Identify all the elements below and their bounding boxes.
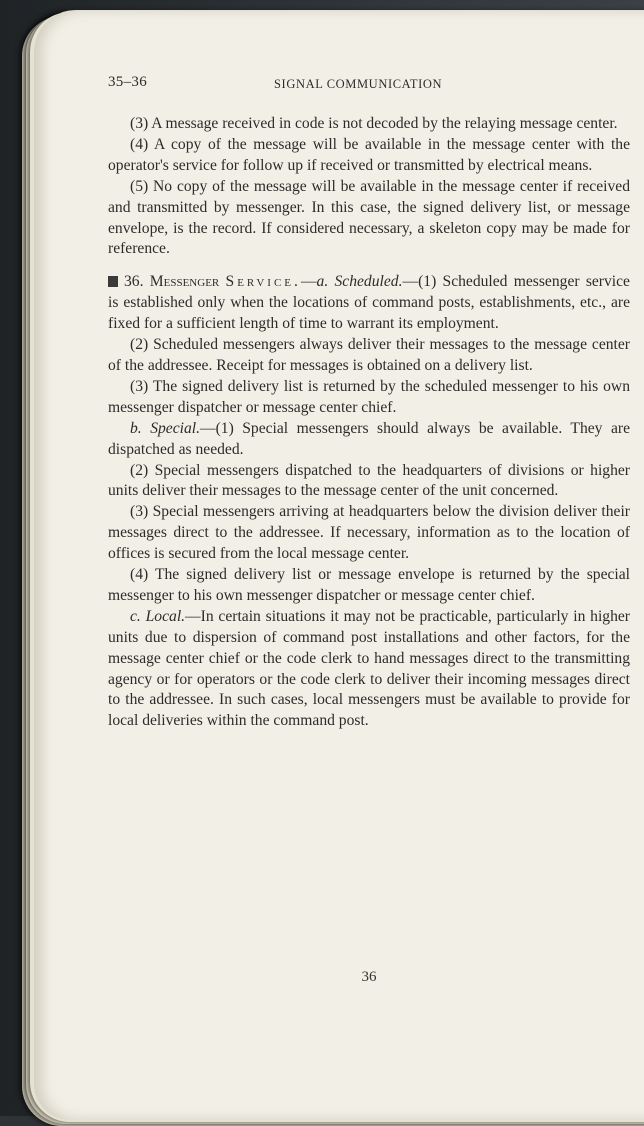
- section-36-heading-paragraph: 36. Messenger Service.—a. Scheduled.—(1) Scheduled messenger service is established only when the locations of command posts, establishments, etc., are fixed for a sufficient length of time to warrant its employment.: [108, 273, 630, 333]
- paragraph-b-4: (4) The signed delivery list or message envelope is returned by the special messenger to his own messenger dispatcher or message center chief.: [108, 566, 630, 604]
- paragraph-a-2: (2) Scheduled messengers always deliver their messages to the message center of the addressee. Receipt for messages is obtained on a delivery list.: [108, 336, 630, 374]
- running-head: [108, 72, 630, 96]
- subsection-b-first-item: (1) Special messengers should always be available. They are dispatched as needed.: [108, 419, 630, 458]
- subsection-b-label: b.: [130, 419, 142, 437]
- section-title-word2: Service.: [225, 273, 301, 291]
- page-content: [108, 72, 630, 732]
- paragraph-a-3: (3) The signed delivery list is returned by the scheduled messenger to his own messenger dispatcher or message center chief.: [108, 377, 630, 416]
- header-page-range: 35–36: [108, 74, 147, 90]
- paragraph-item-4: (4) A copy of the message will be available in the message center with the operator's service for follow up if received or transmitted by electrical means.: [108, 135, 630, 174]
- subsection-a-label: a.: [316, 273, 329, 291]
- subsection-c-label: c.: [130, 607, 141, 625]
- subsection-c-title: Local.: [145, 607, 186, 625]
- footer-page-number: 36: [361, 969, 377, 985]
- section-number: 36.: [124, 273, 144, 291]
- header-running-title: SIGNAL COMMUNICATION: [274, 77, 443, 91]
- paragraph-b-3: (3) Special messengers arriving at headquarters below the division deliver their messages direct to the addressee. If necessary, information as to the location of offices is secured from the local message center.: [108, 503, 630, 563]
- subsection-c-text: In certain situations it may not be practicable, particularly in higher units due to dispersion of command post installations and other factors, for the message center chief or the code clerk to hand messages direct to the transmitting agency or for operators or the code clerk to deliver their incoming messages direct to the addressee. In such cases, local messengers must be available to provide for local deliveries within the command post.: [108, 607, 630, 730]
- paragraph-item-5: (5) No copy of the message will be available in the message center if received and transmitted by messenger. In this case, the signed delivery list, or message envelope, is the record. If considered necessary, a skeleton copy may be made for reference.: [108, 177, 630, 258]
- subsection-a-title: Scheduled.: [334, 273, 403, 291]
- subsection-b-title: Special.: [150, 419, 200, 437]
- paragraph-item-3: (3) A message received in code is not decoded by the relaying message center.: [130, 115, 618, 132]
- subsection-b-paragraph: b. Special.—(1) Special messengers should always be available. They are dispatched as needed.: [108, 419, 630, 458]
- subsection-c-paragraph: c. Local.—In certain situations it may not be practicable, particularly in higher units due to dispersion of command post installations and other factors, for the message center chief or the code clerk to hand messages direct to the transmitting agency or for operators or the code clerk to deliver their incoming messages direct to the addressee. In such cases, local messengers must be available to provide for local deliveries within the command post.: [108, 607, 630, 730]
- subsection-a-first-item: (1) Scheduled messenger service is established only when the locations of command posts, establishments, etc., are fixed for a sufficient length of time to warrant its employment.: [108, 273, 630, 333]
- section-marker-icon: [108, 276, 118, 287]
- paragraph-b-2: (2) Special messengers dispatched to the headquarters of divisions or higher units deliver their messages to the message center of the unit concerned.: [108, 461, 630, 500]
- section-title-word1: Messenger: [149, 273, 220, 291]
